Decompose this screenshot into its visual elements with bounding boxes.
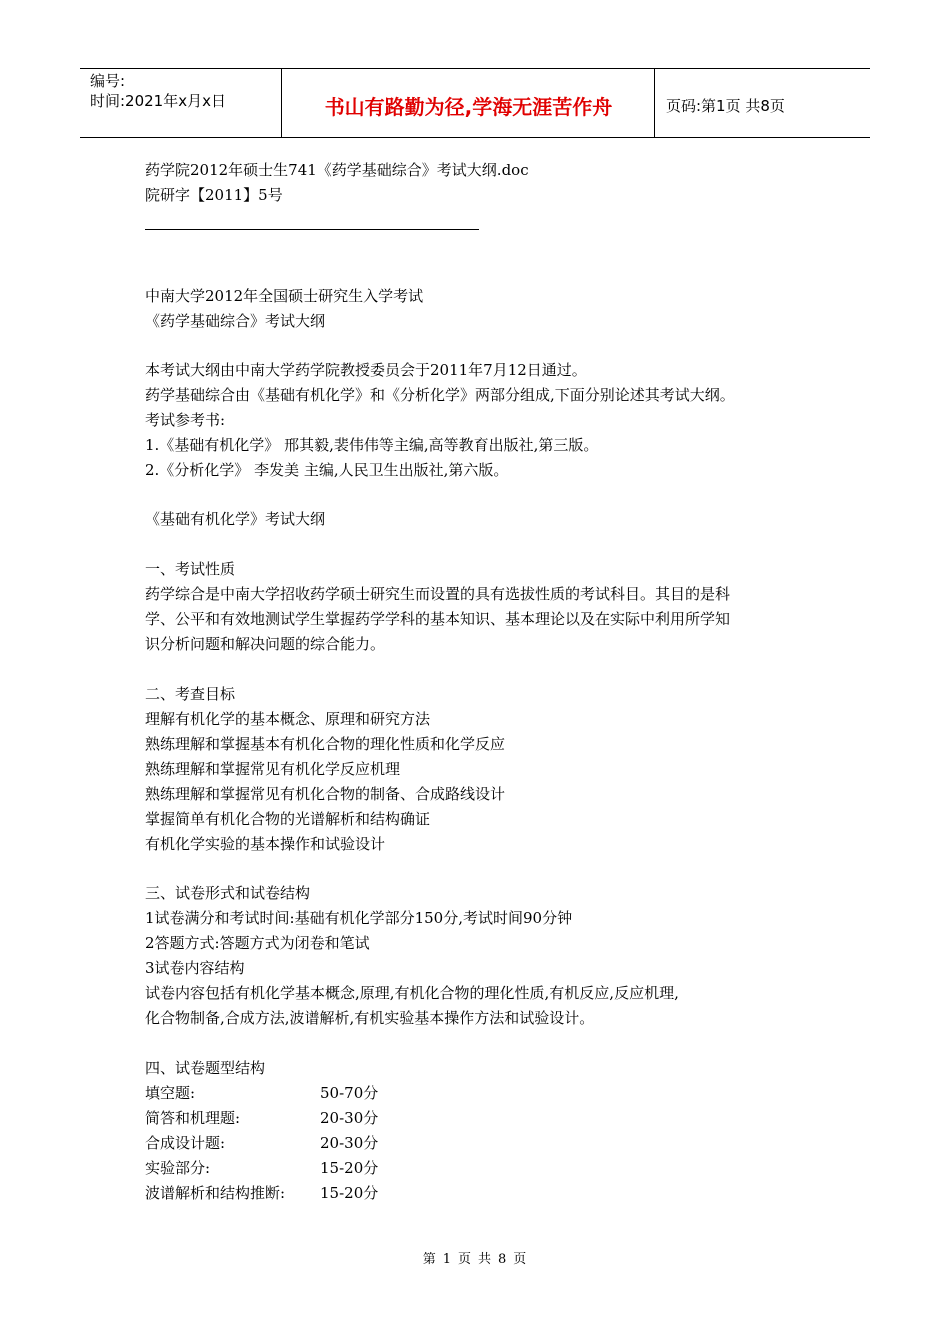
time-label: 时间:2021年x月x日 — [90, 92, 226, 110]
part4-heading: 四、试卷题型结构 — [145, 1059, 266, 1077]
footer-text: 页 — [513, 1252, 528, 1267]
page-header — [80, 68, 870, 138]
number-label: 编号: — [90, 72, 126, 90]
score-row-value: 15-20分 — [320, 1159, 379, 1177]
intro-line: 药学基础综合由《基础有机化学》和《分析化学》两部分组成,下面分别论述其考试大纲。 — [145, 386, 735, 404]
part2-line: 熟练理解和掌握基本有机化合物的理化性质和化学反应 — [145, 735, 506, 753]
part3-line: 试卷内容包括有机化学基本概念,原理,有机化合物的理化性质,有机反应,反应机理, — [145, 984, 679, 1002]
score-row-value: 15-20分 — [320, 1184, 379, 1202]
header-motto: 书山有路勤为径,学海无涯苦作舟 — [283, 69, 655, 137]
score-row-value: 50-70分 — [320, 1084, 379, 1102]
intro-line: 考试参考书: — [145, 411, 226, 429]
header-page-info: 页码:第1页 共8页 — [666, 96, 785, 115]
footer-page-number: 1 — [442, 1252, 452, 1267]
exam-subject: 《药学基础综合》考试大纲 — [145, 312, 326, 330]
part3-line: 3试卷内容结构 — [145, 959, 245, 977]
part1-line: 识分析问题和解决问题的综合能力。 — [145, 635, 386, 653]
part2-heading: 二、考查目标 — [145, 685, 236, 703]
section-title: 《基础有机化学》考试大纲 — [145, 510, 326, 528]
score-row-label: 简答和机理题: — [145, 1109, 241, 1127]
part2-line: 熟练理解和掌握常见有机化学反应机理 — [145, 760, 401, 778]
separator-rule — [145, 229, 479, 230]
part2-line: 掌握简单有机化合物的光谱解析和结构确证 — [145, 810, 431, 828]
header-left-cell — [80, 69, 282, 137]
exam-title: 中南大学2012年全国硕士研究生入学考试 — [145, 287, 424, 305]
footer-text: 第 — [422, 1252, 437, 1267]
doc-title: 药学院2012年硕士生741《药学基础综合》考试大纲.doc — [145, 161, 529, 179]
doc-ref: 院研字【2011】5号 — [145, 186, 283, 204]
part1-line: 学、公平和有效地测试学生掌握药学学科的基本知识、基本理论以及在实际中利用所学知 — [145, 610, 731, 628]
score-row-label: 实验部分: — [145, 1159, 211, 1177]
score-row-label: 波谱解析和结构推断: — [145, 1184, 286, 1202]
footer-total-pages: 8 — [498, 1252, 508, 1267]
score-row-value: 20-30分 — [320, 1109, 379, 1127]
intro-line: 本考试大纲由中南大学药学院教授委员会于2011年7月12日通过。 — [145, 361, 587, 379]
part3-line: 化合物制备,合成方法,波谱解析,有机实验基本操作方法和试验设计。 — [145, 1009, 595, 1027]
part2-line: 有机化学实验的基本操作和试验设计 — [145, 835, 386, 853]
reference-book-1: 1.《基础有机化学》 邢其毅,裴伟伟等主编,高等教育出版社,第三版。 — [145, 436, 599, 454]
part3-line: 1试卷满分和考试时间:基础有机化学部分150分,考试时间90分钟 — [145, 909, 573, 927]
reference-book-2: 2.《分析化学》 李发美 主编,人民卫生出版社,第六版。 — [145, 461, 509, 479]
footer-text: 页 — [457, 1252, 472, 1267]
part1-heading: 一、考试性质 — [145, 560, 236, 578]
page-footer — [0, 1248, 950, 1267]
part2-line: 理解有机化学的基本概念、原理和研究方法 — [145, 710, 431, 728]
part2-line: 熟练理解和掌握常见有机化合物的制备、合成路线设计 — [145, 785, 506, 803]
score-row-value: 20-30分 — [320, 1134, 379, 1152]
score-row-label: 填空题: — [145, 1084, 196, 1102]
part1-line: 药学综合是中南大学招收药学硕士研究生而设置的具有选拔性质的考试科目。其目的是科 — [145, 585, 731, 603]
part3-heading: 三、试卷形式和试卷结构 — [145, 884, 311, 902]
part3-line: 2答题方式:答题方式为闭卷和笔试 — [145, 934, 370, 952]
footer-text: 共 — [478, 1252, 493, 1267]
score-row-label: 合成设计题: — [145, 1134, 226, 1152]
